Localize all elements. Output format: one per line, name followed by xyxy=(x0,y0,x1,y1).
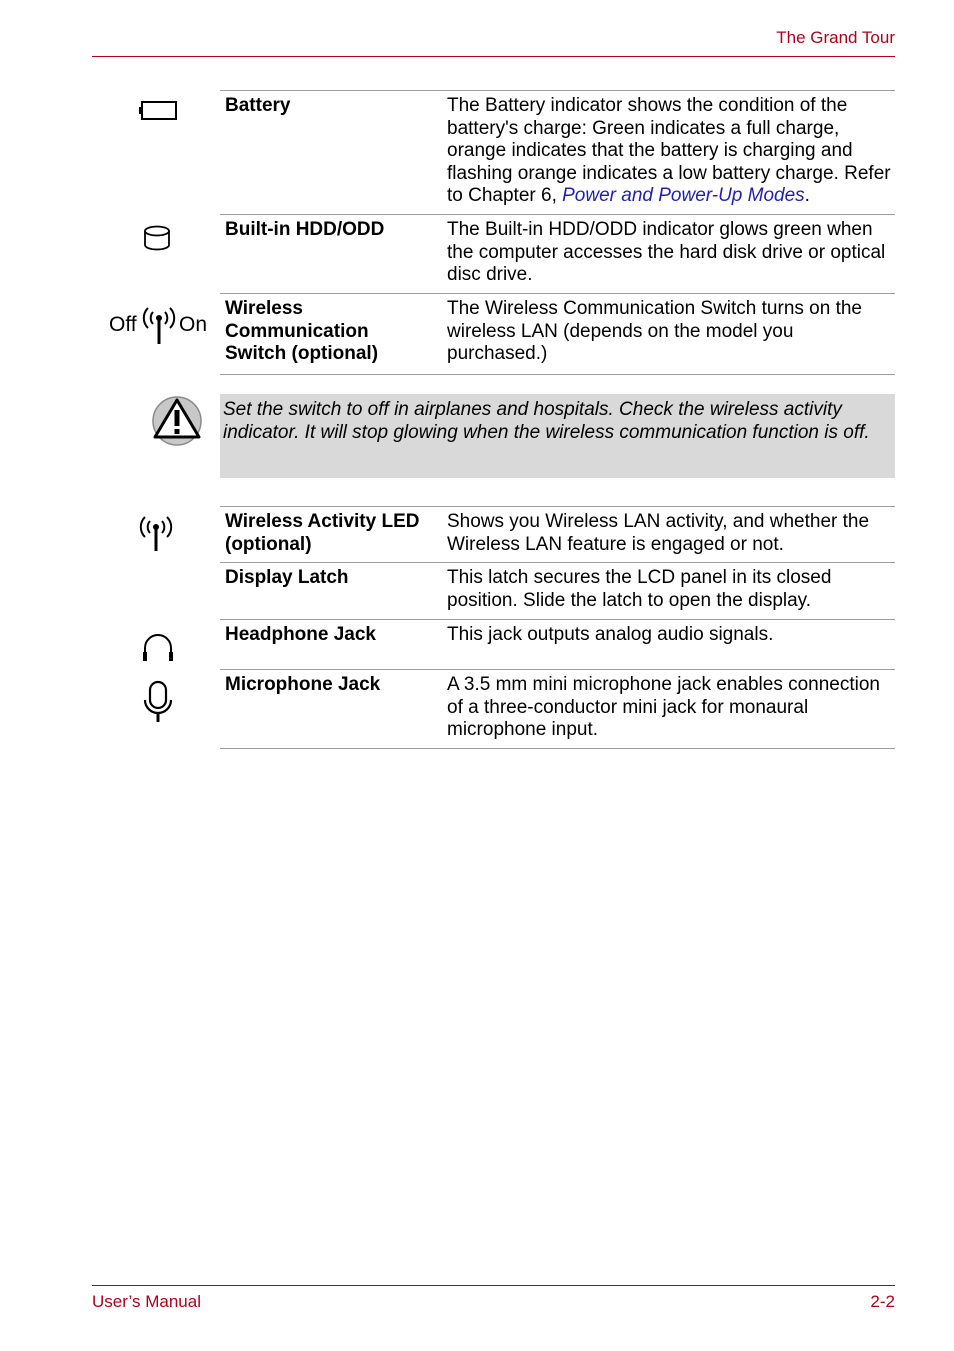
caution-text: Set the switch to off in airplanes and hospitals. Check the wireless activity indicator. It will stop glowing when the wireless communication function is off. xyxy=(223,399,870,443)
desc-wireless-led: Shows you Wireless LAN activity, and whether the Wireless LAN feature is engaged or not. xyxy=(447,511,870,555)
switch-on-label: On xyxy=(179,313,208,336)
term-battery: Battery xyxy=(225,95,291,116)
chapter-link[interactable]: Power and Power-Up Modes xyxy=(562,185,805,206)
wireless-activity-icon xyxy=(138,515,174,553)
footer-manual-title: User’s Manual xyxy=(92,1292,201,1311)
table-row-display-latch xyxy=(220,562,895,620)
term-microphone: Microphone Jack xyxy=(225,674,381,695)
antenna-icon xyxy=(141,306,177,346)
headphone-icon xyxy=(141,633,175,663)
hdd-icon xyxy=(143,225,173,253)
page-number: 2-2 xyxy=(870,1292,895,1311)
desc-battery xyxy=(447,95,895,208)
term-display-latch: Display Latch xyxy=(225,567,349,588)
desc-battery-text: The Battery indicator shows the condition of the battery's charge: Green indicates a full charge, orange indicates that the battery is charging and flashing orange indicates a low battery charge. Refer to Chapter 6, xyxy=(447,95,891,206)
table-row-battery xyxy=(220,90,895,215)
table-row-microphone xyxy=(220,669,895,749)
term-wireless-led: Wireless Activity LED (optional) xyxy=(225,511,420,555)
desc-battery-end: . xyxy=(804,185,810,206)
header-rule xyxy=(92,56,895,57)
caution-box xyxy=(220,394,895,478)
desc-display-latch: This latch secures the LCD panel in its closed position. Slide the latch to open the display. xyxy=(447,567,832,611)
wireless-switch-icon xyxy=(109,306,209,346)
term-hdd: Built-in HDD/ODD xyxy=(225,219,385,240)
desc-hdd: The Built-in HDD/ODD indicator glows green when the computer accesses the hard disk drive or optical disc drive. xyxy=(447,219,886,285)
desc-microphone: A 3.5 mm mini microphone jack enables connection of a three-conductor mini jack for monaural microphone input. xyxy=(447,674,881,740)
table-row-headphone xyxy=(220,619,895,670)
microphone-icon xyxy=(141,680,175,724)
table-row-wireless-switch xyxy=(220,293,895,375)
footer-rule xyxy=(92,1285,895,1286)
desc-wireless-switch: The Wireless Communication Switch turns on the wireless LAN (depends on the model you purchased.) xyxy=(447,298,862,364)
running-header: The Grand Tour xyxy=(776,28,895,47)
table-row-hdd xyxy=(220,214,895,294)
desc-headphone: This jack outputs analog audio signals. xyxy=(447,624,774,645)
battery-icon xyxy=(138,100,178,122)
term-wireless-switch: Wireless Communication Switch (optional) xyxy=(225,298,379,364)
term-headphone: Headphone Jack xyxy=(225,624,376,645)
table-row-wireless-led xyxy=(220,506,895,563)
switch-off-label: Off xyxy=(109,313,137,336)
caution-icon xyxy=(150,395,204,447)
